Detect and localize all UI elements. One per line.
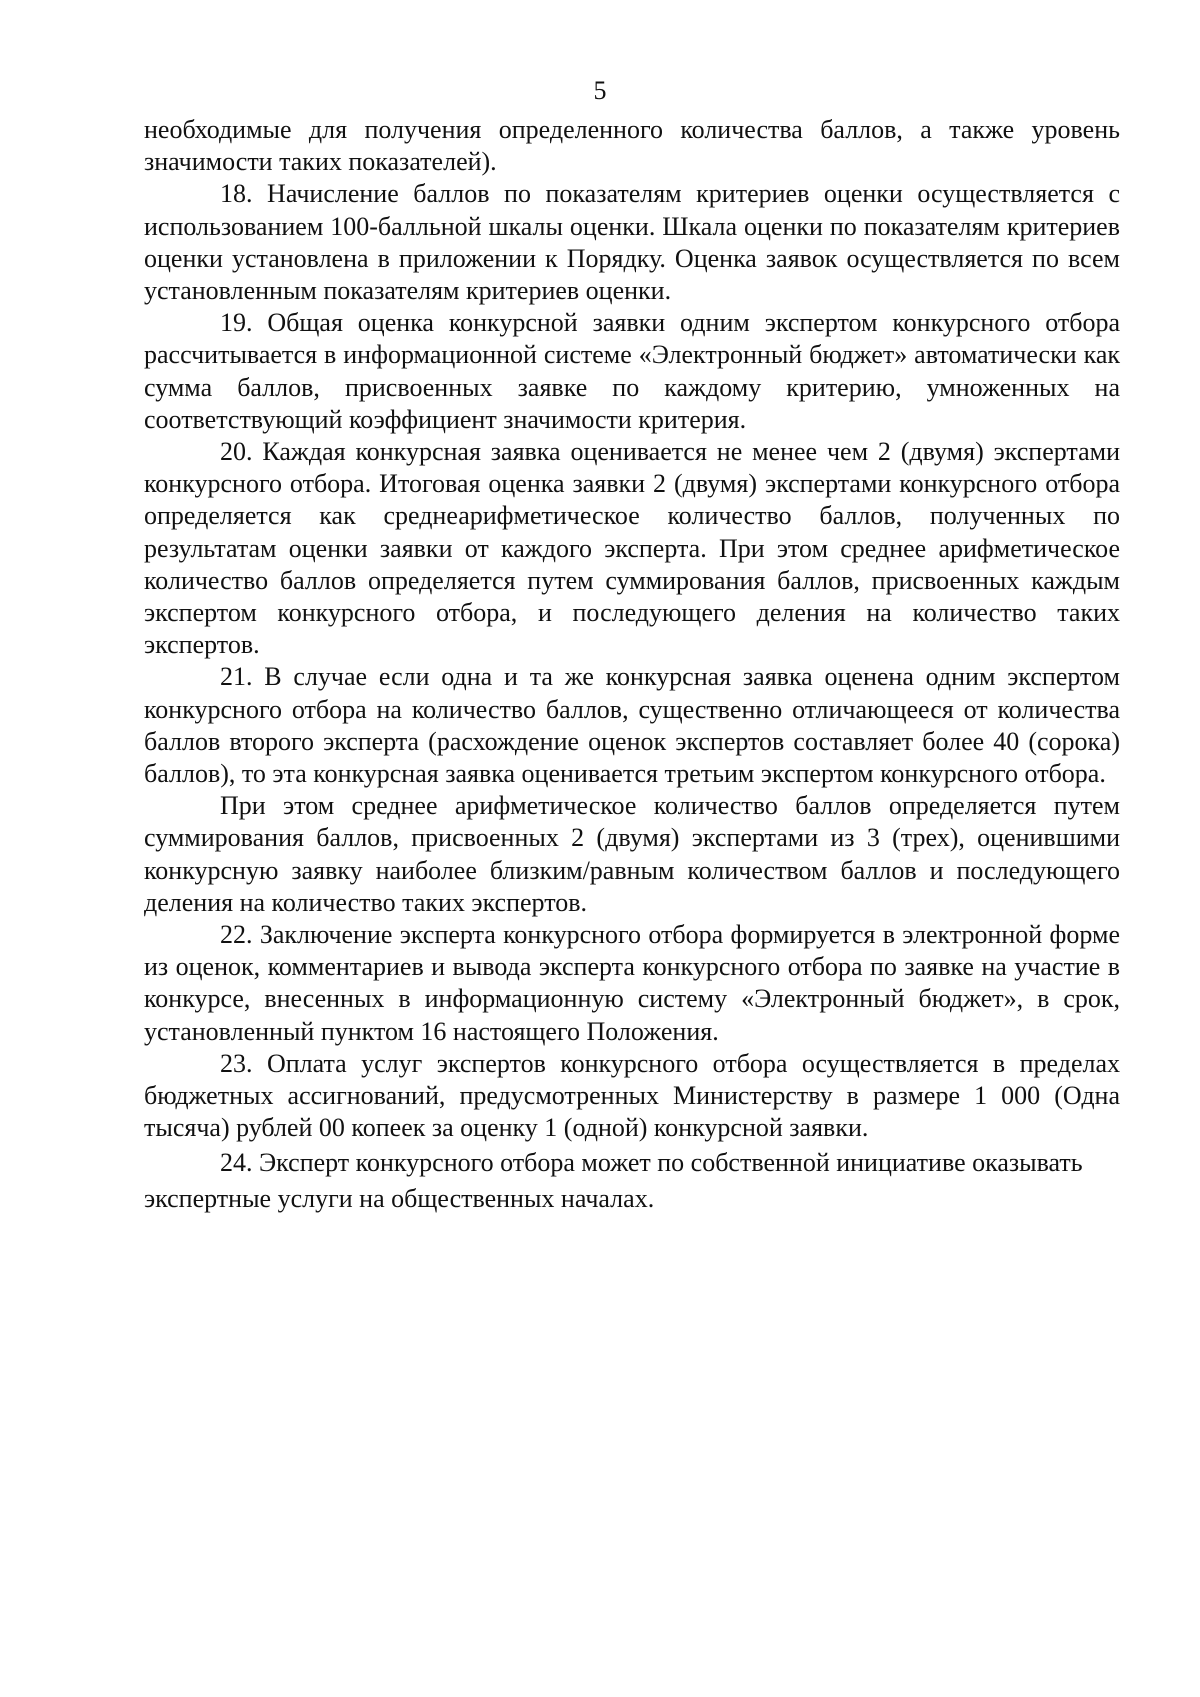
page-number: 5: [593, 76, 607, 105]
paragraph-22: 22. Заключение эксперта конкурсного отбора формируется в электронной форме из оценок, комментариев и вывода эксперта конкурсного отбора по заявке на участие в конкурсе, внесенных в информационную систему «Электронный бюджет», в срок, установленный пунктом 16 настоящего Положения.: [144, 920, 1120, 1046]
document-body: [144, 114, 1120, 1217]
paragraph-23: 23. Оплата услуг экспертов конкурсного отбора осуществляется в пределах бюджетных ассигнований, предусмотренных Министерству в размере 1 000 (Одна тысяча) рублей 00 копеек за оценку 1 (одной) конкурсной заявки.: [144, 1048, 1120, 1143]
paragraph-21: 21. В случае если одна и та же конкурсная заявка оценена одним экспертом конкурсного отбора на количество баллов, существенно отличающееся от количества баллов второго эксперта (расхождение оценок экспертов составляет более 40 (сорока) баллов), то эта конкурсная заявка оценивается третьим экспертом конкурсного отбора.: [144, 662, 1120, 789]
paragraph-18: 18. Начисление баллов по показателям критериев оценки осуществляется с использованием 100-балльной шкалы оценки. Шкала оценки по показателям критериев оценки установлена в приложении к Порядку. Оценка заявок осуществляется по всем установленным показателям критериев оценки.: [144, 179, 1120, 306]
paragraph-20: 20. Каждая конкурсная заявка оценивается не менее чем 2 (двумя) экспертами конкурсного отбора. Итоговая оценка заявки 2 (двумя) экспертами конкурсного отбора определяется как среднеарифметическое количество баллов, полученных по результатам оценки заявки от каждого эксперта. При этом среднее арифметическое количество баллов определяется путем суммирования баллов, присвоенных каждым экспертом конкурсного отбора, и последующего деления на количество таких экспертов.: [144, 437, 1120, 660]
paragraph-continuation: необходимые для получения определенного количества баллов, а также уровень значимости таких показателей).: [144, 115, 1120, 177]
paragraph-19: 19. Общая оценка конкурсной заявки одним экспертом конкурсного отбора рассчитывается в информационной системе «Электронный бюджет» автоматически как сумма баллов, присвоенных заявке по каждому критерию, умноженных на соответствующий коэффициент значимости критерия.: [144, 308, 1120, 434]
paragraph-21-note: При этом среднее арифметическое количество баллов определяется путем суммирования баллов, присвоенных 2 (двумя) экспертами из 3 (трех), оценившими конкурсную заявку наиболее близким/равным количеством баллов и последующего деления на количество таких экспертов.: [144, 791, 1120, 917]
paragraph-24: 24. Эксперт конкурсного отбора может по собственной инициативе оказывать экспертные услуги на общественных началах.: [144, 1147, 1083, 1213]
